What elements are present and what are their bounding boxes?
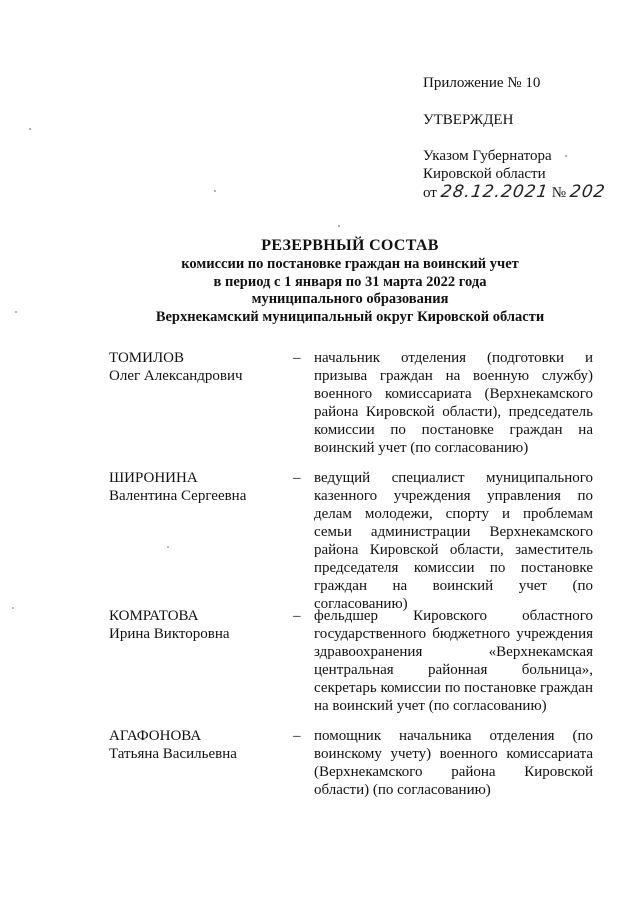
member-dash: – xyxy=(293,350,301,366)
member-given-name: Татьяна Васильевна xyxy=(109,746,237,762)
member-surname: ШИРОНИНА xyxy=(109,470,198,486)
member-surname: КОМРАТОВА xyxy=(109,608,199,624)
scan-speck xyxy=(167,546,169,548)
member-role: начальник отделения (подготовки и призыва граждан на военную службу) военного комиссариата (Верхнекамского района Кировской области), председатель комиссии по постановке граждан на воинский учет (по согласованию) xyxy=(314,350,593,456)
member-dash: – xyxy=(293,728,301,744)
member-name xyxy=(109,469,284,505)
member-dash: – xyxy=(293,608,301,624)
approval-block xyxy=(423,74,623,202)
member-dash: – xyxy=(293,470,301,486)
title-line-4: Верхнекамский муниципальный округ Кировской области xyxy=(155,308,545,325)
title-line-3: муниципального образования xyxy=(251,291,449,307)
member-name xyxy=(109,607,284,643)
date-prefix: от xyxy=(423,185,437,201)
decree-date-line xyxy=(423,183,623,202)
scan-speck xyxy=(565,155,567,157)
title-line-2: в период с 1 января по 31 марта 2022 года xyxy=(213,273,487,290)
member-surname: АГАФОНОВА xyxy=(109,728,202,744)
decree-line-2: Кировской области xyxy=(423,166,546,182)
scan-speck xyxy=(214,190,216,192)
title-line-1: комиссии по постановке граждан на воинский учет xyxy=(181,256,519,272)
member-role: помощник начальника отделения (по воинскому учету) военного комиссариата (Верхнекамского района Кировской области) (по согласованию) xyxy=(314,728,593,798)
document-title: РЕЗЕРВНЫЙ СОСТАВ xyxy=(261,237,439,254)
member-given-name: Ирина Викторовна xyxy=(109,626,230,642)
number-prefix: № xyxy=(551,185,567,201)
member-given-name: Валентина Сергеевна xyxy=(109,488,247,504)
handwritten-date: 28.12.2021 xyxy=(439,182,550,202)
document-title-block xyxy=(60,236,640,326)
member-role: фельдшер Кировского областного государственного бюджетного учреждения здравоохранения «Верхнекамская центральная районная больница», секретарь комиссии по постановке граждан на воинский учет (по согласованию) xyxy=(314,608,593,714)
appendix-number: Приложение № 10 xyxy=(423,75,541,91)
scan-speck xyxy=(338,225,340,227)
handwritten-number: 202 xyxy=(568,182,607,202)
decree-line-1: Указом Губернатора xyxy=(423,148,552,164)
approved-label: УТВЕРЖДЕН xyxy=(423,112,514,128)
member-name xyxy=(109,727,284,763)
scan-speck xyxy=(29,128,31,130)
scan-speck xyxy=(15,311,17,313)
member-name xyxy=(109,349,284,385)
member-role: ведущий специалист муниципального казенного учреждения управления по делам молодежи, спорту и проблемам семьи администрации Верхнекамского района Кировской области, заместитель председателя комиссии по постановке граждан на воинский учет (по согласованию) xyxy=(314,470,593,612)
scan-speck xyxy=(12,607,14,609)
member-given-name: Олег Александрович xyxy=(109,368,243,384)
member-surname: ТОМИЛОВ xyxy=(109,350,184,366)
